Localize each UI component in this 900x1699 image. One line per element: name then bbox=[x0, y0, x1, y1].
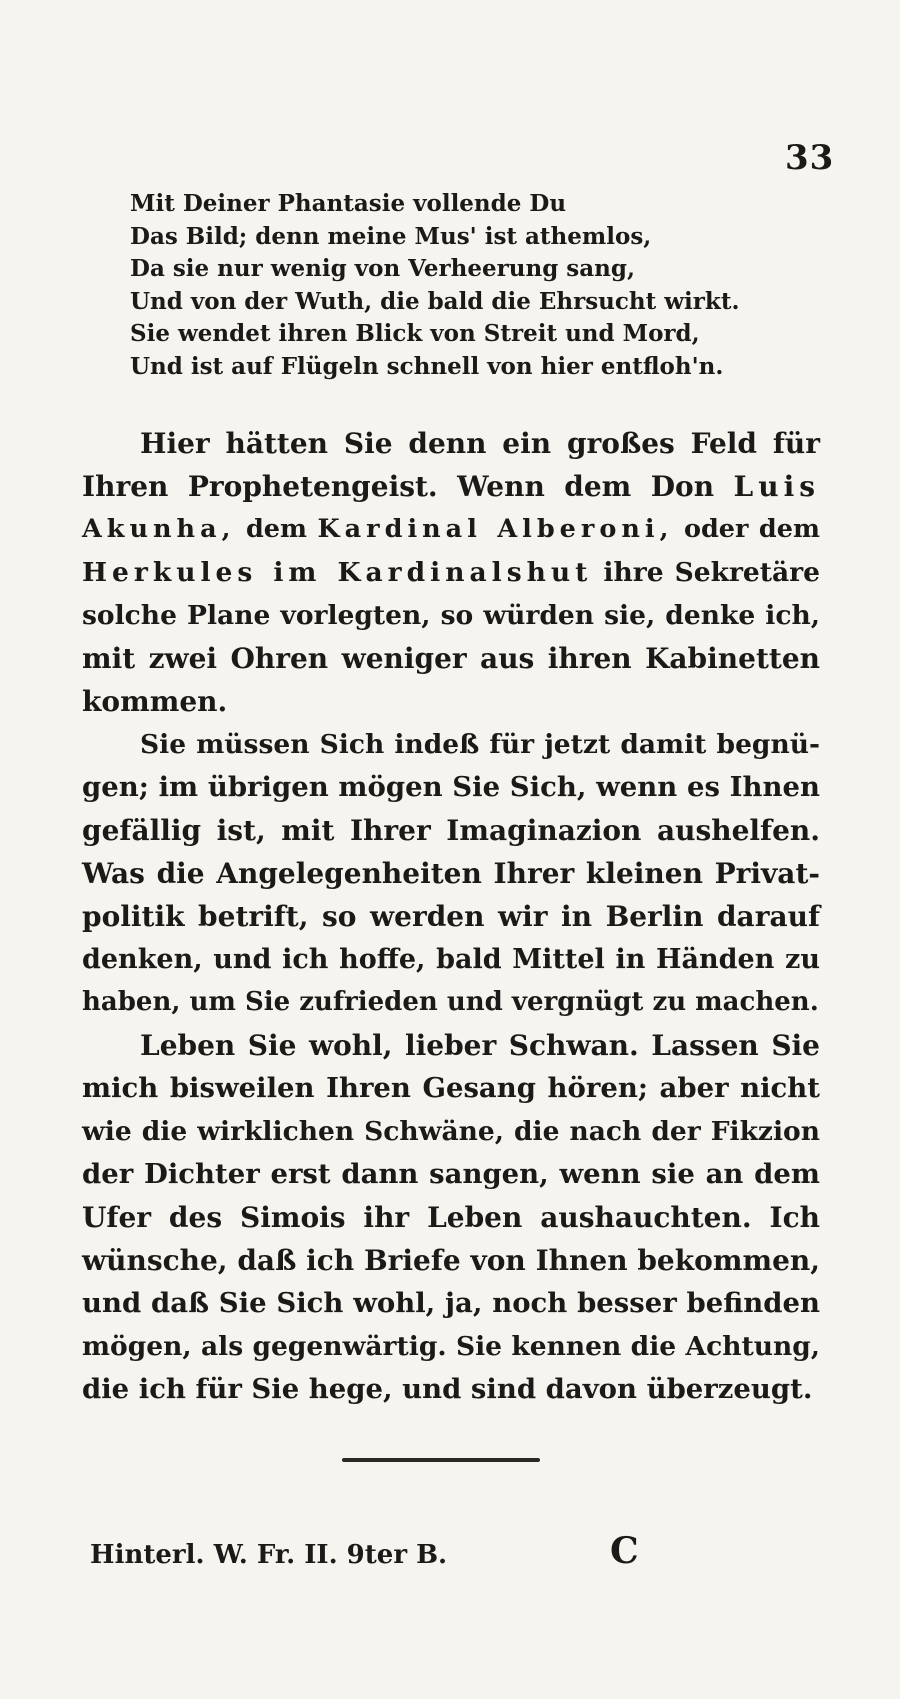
text-run: oder dem bbox=[683, 514, 820, 544]
verse-line: Da sie nur wenig von Verheerung sang, bbox=[130, 255, 635, 282]
verse-line: Sie wendet ihren Blick von Streit und Mord, bbox=[130, 320, 700, 347]
verse-line: Und ist auf Flügeln schnell von hier entfloh'n. bbox=[130, 352, 724, 380]
name-akunha: Akunha, bbox=[82, 514, 236, 544]
paragraph-2-line: haben, um Sie zufrieden und vergnügt zu machen. bbox=[82, 987, 819, 1017]
paragraph-3-line: wie die wirklichen Schwäne, die nach der Fikzion bbox=[82, 1116, 820, 1147]
verse-block bbox=[130, 188, 810, 383]
paragraph-3-line: mögen, als gegenwärtig. Sie kennen die Achtung, bbox=[82, 1331, 820, 1362]
section-divider bbox=[342, 1458, 540, 1462]
text-run: ihre Sekretäre bbox=[603, 557, 820, 588]
paragraph-1-line: solche Plane vorlegten, so würden sie, denke ich, bbox=[82, 600, 820, 631]
paragraph-3-line: wünsche, daß ich Briefe von Ihnen bekommen, bbox=[82, 1244, 820, 1277]
paragraph-3-line: und daß Sie Sich wohl, ja, noch besser befinden bbox=[82, 1287, 820, 1319]
printer-signature: Hinterl. W. Fr. II. 9ter B. bbox=[90, 1540, 448, 1570]
verse-line: Mit Deiner Phantasie vollende Du bbox=[130, 190, 567, 217]
verse-line: Das Bild; denn meine Mus' ist athemlos, bbox=[130, 222, 652, 250]
paragraph-1-line: kommen. bbox=[82, 685, 228, 718]
paragraph-2-line: Sie müssen Sich indeß für jetzt damit begnü- bbox=[140, 729, 820, 760]
text-run: Ihren Prophetengeist. Wenn dem Don bbox=[82, 470, 715, 503]
paragraph-2-line: gen; im übrigen mögen Sie Sich, wenn es Ihnen bbox=[82, 771, 820, 803]
name-alberoni: Kardinal Alberoni, bbox=[317, 514, 674, 544]
prose-text bbox=[82, 422, 820, 1411]
paragraph-2-line: Was die Angelegenheiten Ihrer kleinen Privat- bbox=[82, 857, 820, 890]
paragraph-2-line: politik betrift, so werden wir in Berlin darauf bbox=[82, 900, 820, 933]
paragraph-3-line: Ufer des Simois ihr Leben aushauchten. Ich bbox=[82, 1201, 820, 1234]
paragraph-1-line: mit zwei Ohren weniger aus ihren Kabinetten bbox=[82, 642, 820, 675]
paragraph-2-line: gefällig ist, mit Ihrer Imaginazion aushelfen. bbox=[82, 814, 820, 847]
paragraph-3-line: die ich für Sie hege, und sind davon überzeugt. bbox=[82, 1373, 813, 1405]
paragraph-3-line: Leben Sie wohl, lieber Schwan. Lassen Sie bbox=[140, 1029, 820, 1062]
name-luis: Luis bbox=[733, 470, 820, 503]
verse-line: Und von der Wuth, die bald die Ehrsucht wirkt. bbox=[130, 287, 740, 315]
paragraph-3-line: mich bisweilen Ihren Gesang hören; aber nicht bbox=[82, 1072, 820, 1104]
paragraph-3-line: der Dichter erst dann sangen, wenn sie an dem bbox=[82, 1158, 820, 1190]
text-run: dem bbox=[245, 514, 308, 544]
name-herkules: Herkules im Kardinalshut bbox=[82, 557, 593, 588]
paragraph-1-line bbox=[82, 508, 820, 551]
paragraph-1-line: Hier hätten Sie denn ein großes Feld für bbox=[140, 427, 820, 460]
page-number: 33 bbox=[785, 138, 835, 178]
paragraph-2-line: denken, und ich hoffe, bald Mittel in Händen zu bbox=[82, 944, 820, 975]
paragraph-1-line bbox=[82, 551, 820, 594]
signature-mark: C bbox=[610, 1530, 639, 1572]
paragraph-1-line bbox=[82, 465, 820, 508]
